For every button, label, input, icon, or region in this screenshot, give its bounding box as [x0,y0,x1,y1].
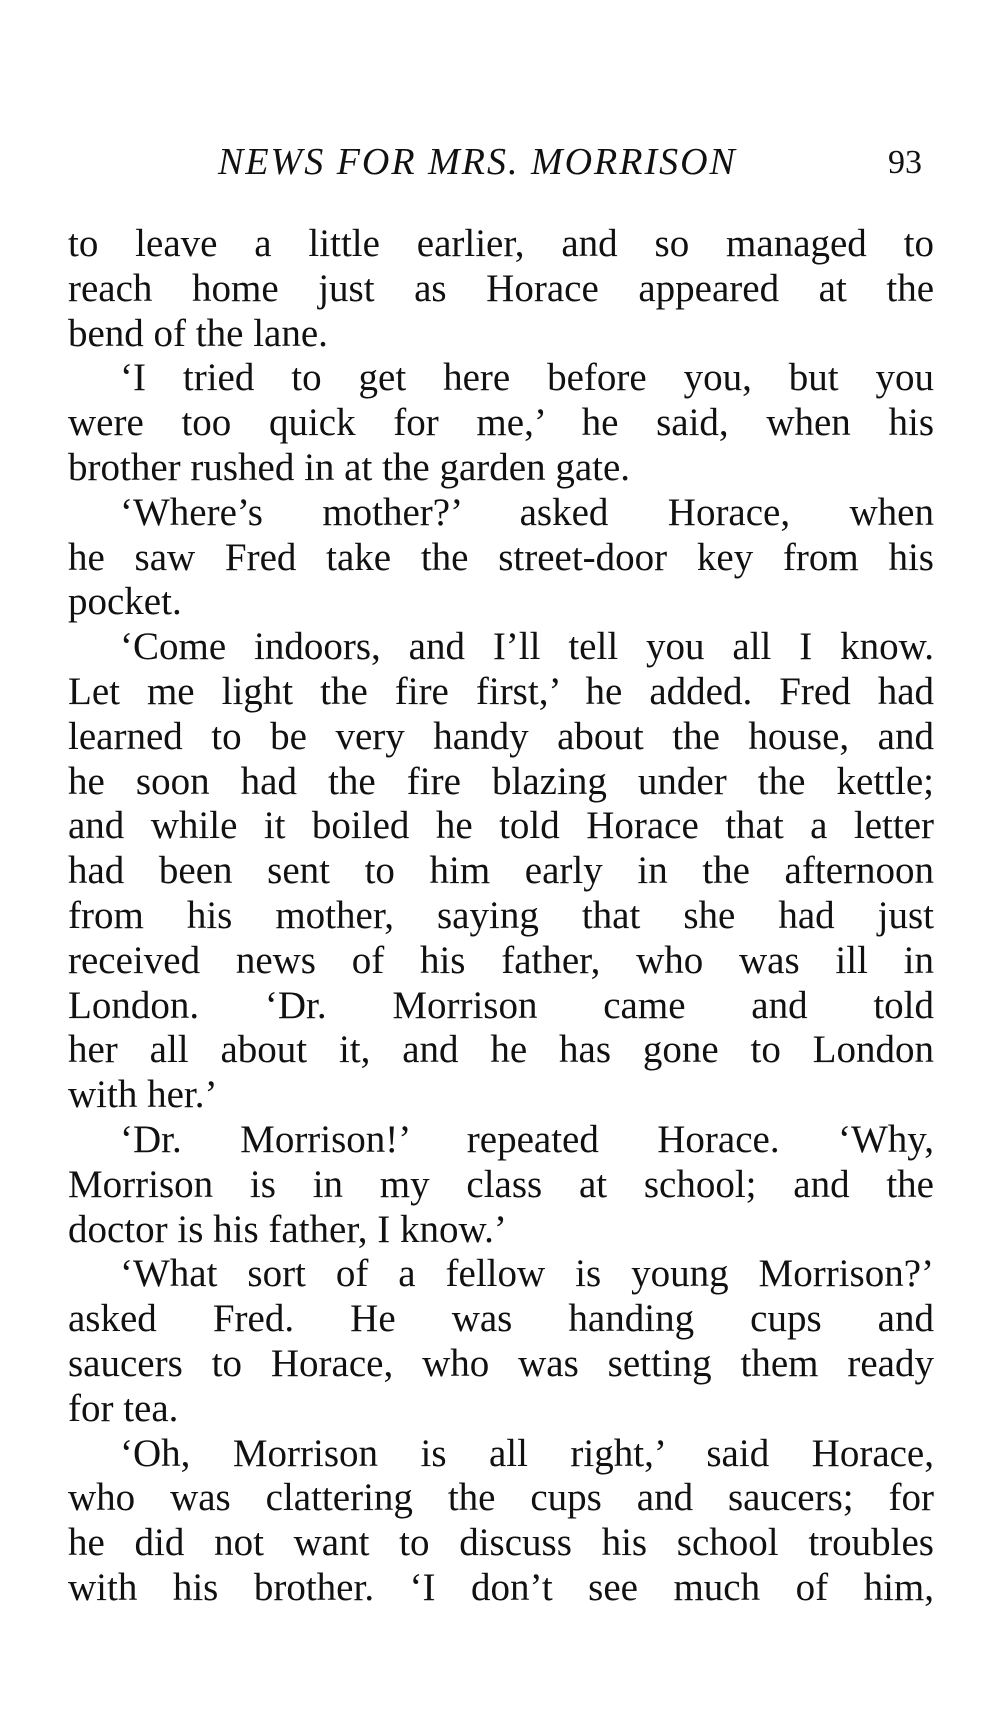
body-text [68,222,934,1611]
text-line: asked Fred. He was handing cups and [68,1297,934,1341]
text-line: Morrison is in my class at school; and the [68,1162,934,1206]
text-line: for tea. [68,1386,179,1430]
text-line: ‘Come indoors, and I’ll tell you all I know. [120,625,934,669]
text-line: received news of his father, who was ill in [68,938,934,982]
text-line: doctor is his father, I know.’ [68,1207,507,1251]
text-line: learned to be very handy about the house, and [68,714,934,758]
text-line: bend of the lane. [68,311,328,355]
text-line: ‘Oh, Morrison is all right,’ said Horace, [120,1431,934,1475]
text-line: her all about it, and he has gone to London [68,1028,934,1072]
text-line: and while it boiled he told Horace that a letter [68,804,934,848]
text-line: saucers to Horace, who was setting them ready [68,1341,934,1385]
text-line: ‘What sort of a fellow is young Morrison?’ [120,1252,934,1296]
text-line: London. ‘Dr. Morrison came and told [68,983,934,1027]
text-line: with her.’ [68,1073,218,1117]
text-line: he saw Fred take the street-door key from his [68,535,934,579]
text-line: Let me light the fire first,’ he added. Fred had [68,669,934,713]
text-line: to leave a little earlier, and so managed to [68,222,934,265]
text-line: ‘Dr. Morrison!’ repeated Horace. ‘Why, [120,1117,934,1161]
text-line: brother rushed in at the garden gate. [68,445,631,489]
text-line: he soon had the fire blazing under the kettle; [68,759,934,803]
text-line: had been sent to him early in the afternoon [68,849,934,893]
running-title: NEWS FOR MRS. MORRISON [218,141,737,183]
text-line: ‘Where’s mother?’ asked Horace, when [120,490,934,534]
text-line: pocket. [68,580,182,624]
text-line: were too quick for me,’ he said, when his [68,401,934,445]
text-line: with his brother. ‘I don’t see much of him, [68,1565,934,1609]
text-line: who was clattering the cups and saucers; for [68,1476,934,1520]
text-line: ‘I tried to get here before you, but you [120,356,934,400]
text-line: reach home just as Horace appeared at the [68,266,934,310]
text-line: he did not want to discuss his school troubles [68,1521,934,1565]
text-line: from his mother, saying that she had just [68,893,934,937]
running-head [0,140,1000,190]
page-number: 93 [888,144,922,181]
